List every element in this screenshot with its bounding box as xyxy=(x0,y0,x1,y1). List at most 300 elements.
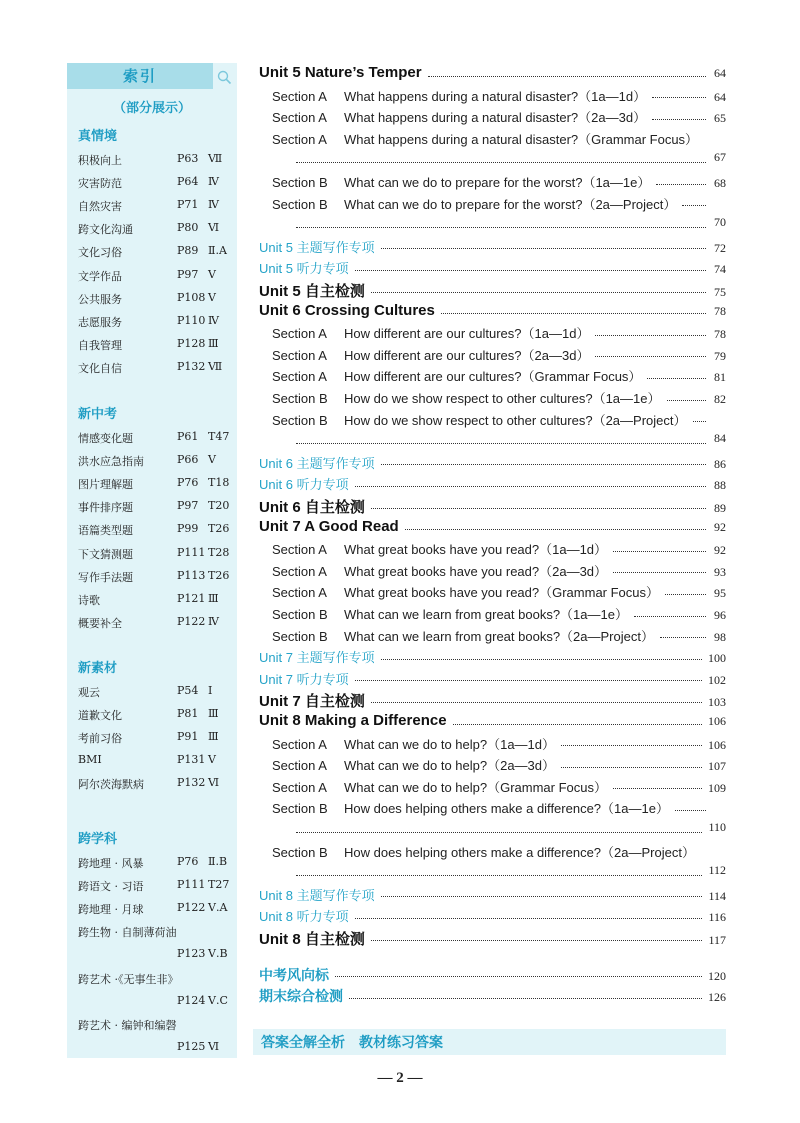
index-item-page: P132 xyxy=(177,359,206,373)
index-item-ref: T47 xyxy=(208,430,230,443)
index-item-name: 情感变化题 xyxy=(78,432,133,445)
index-group-title: 真情境 xyxy=(78,129,118,144)
index-item-page: P131 xyxy=(177,753,206,767)
toc-entry[interactable] xyxy=(272,194,726,214)
index-item-page: P122 xyxy=(177,901,206,915)
toc-entry[interactable] xyxy=(259,302,726,322)
toc-page-number: 100 xyxy=(708,651,726,666)
dot-leader xyxy=(613,551,706,552)
toc-page-number: 98 xyxy=(714,629,726,644)
index-item-ref: Ⅶ xyxy=(208,152,223,165)
dot-leader xyxy=(296,832,702,833)
index-item-name: 跨语文 · 习语 xyxy=(78,880,144,894)
index-item-name: 公共服务 xyxy=(78,292,122,306)
toc-entry[interactable] xyxy=(290,820,726,840)
index-item-ref: T18 xyxy=(208,476,230,490)
index-item-name: 跨地理 · 月球 xyxy=(78,903,144,917)
toc-page-number: 103 xyxy=(708,695,726,710)
index-item-ref: Ⅳ xyxy=(208,614,219,628)
index-item[interactable] xyxy=(78,569,234,585)
toc-page-number: 81 xyxy=(714,370,726,385)
index-item-ref: Ⅱ.A xyxy=(208,244,227,258)
dot-leader xyxy=(453,724,702,725)
toc-entry[interactable] xyxy=(259,518,726,538)
index-item[interactable] xyxy=(78,855,234,871)
toc-section-label: Section B xyxy=(272,628,328,644)
toc-entry-title: How different are our cultures?（2a—3d） xyxy=(344,347,590,363)
index-item-name: 自然灾害 xyxy=(78,200,122,214)
dot-leader xyxy=(371,292,706,293)
toc-entry[interactable] xyxy=(259,986,726,1006)
toc-entry[interactable] xyxy=(272,734,726,754)
toc-entry[interactable] xyxy=(259,258,726,278)
dot-leader xyxy=(595,356,706,357)
index-item-page: P125 xyxy=(177,1039,206,1053)
index-item[interactable] xyxy=(78,291,234,307)
index-item-name: 概要补全 xyxy=(78,616,122,630)
index-item[interactable] xyxy=(78,476,234,492)
index-item-page: P63 xyxy=(177,152,199,165)
toc-entry[interactable] xyxy=(259,280,726,300)
toc-section-label: Section B xyxy=(272,175,328,190)
index-item-page: P99 xyxy=(177,522,199,536)
index-item-name: 灾害防范 xyxy=(78,177,122,191)
index-item-name: 跨生物 · 自制薄荷油 xyxy=(78,926,177,940)
toc-page-number: 89 xyxy=(714,501,726,515)
dot-leader xyxy=(405,529,706,530)
toc-entry[interactable] xyxy=(290,863,726,883)
toc-entry[interactable] xyxy=(272,323,726,343)
toc-entry-title: Unit 7 主题写作专项 xyxy=(259,650,375,666)
toc-entry[interactable] xyxy=(290,431,726,451)
index-item[interactable] xyxy=(78,730,234,746)
toc-entry-title: Unit 8 主题写作专项 xyxy=(259,887,375,903)
toc-entry-title: What can we learn from great books?（1a—1e） xyxy=(344,607,628,622)
index-item-page: P113 xyxy=(177,568,206,582)
index-item[interactable] xyxy=(78,546,234,562)
toc-page-number: 116 xyxy=(708,910,726,925)
index-item-ref: Ⅳ xyxy=(208,175,219,189)
dot-leader xyxy=(296,162,706,163)
toc-page-number: 110 xyxy=(708,820,726,834)
toc-entry-title: Unit 6 自主检测 xyxy=(259,499,365,516)
toc-page-number: 106 xyxy=(708,737,726,752)
toc-entry[interactable] xyxy=(290,150,726,170)
index-group-title: 跨学科 xyxy=(78,832,118,847)
toc-page-number: 88 xyxy=(714,478,726,493)
dot-leader xyxy=(381,659,702,660)
index-item-page: P54 xyxy=(177,684,199,697)
toc-page-number: 78 xyxy=(714,303,726,318)
toc-section-label: Section A xyxy=(272,347,327,363)
index-item-name: 观云 xyxy=(78,686,100,699)
index-item[interactable] xyxy=(78,314,234,330)
index-item-name: 文化自信 xyxy=(78,361,122,375)
index-item[interactable] xyxy=(78,175,234,191)
toc-page-number: 64 xyxy=(714,89,726,104)
index-group-title: 新中考 xyxy=(78,407,118,422)
index-item-page: P111 xyxy=(177,545,206,559)
dot-leader xyxy=(656,184,706,185)
toc-entry[interactable] xyxy=(290,215,726,235)
toc-entry[interactable] xyxy=(272,777,726,797)
toc-section-label: Section B xyxy=(272,607,328,622)
index-item[interactable] xyxy=(78,753,234,769)
index-item-name: 语篇类型题 xyxy=(78,524,133,538)
index-item[interactable] xyxy=(78,430,234,446)
index-item-page: P124 xyxy=(177,993,206,1007)
index-item-page: P97 xyxy=(177,499,199,513)
toc-entry-title: What happens during a natural disaster?（1a—1d） xyxy=(344,88,647,104)
index-item-page: P111 xyxy=(177,878,206,892)
index-group-title: 新素材 xyxy=(78,661,118,676)
index-item[interactable] xyxy=(78,152,234,168)
dot-leader xyxy=(381,248,706,249)
index-item-ref: Ⅴ xyxy=(208,753,216,767)
toc-entry[interactable] xyxy=(259,712,726,732)
index-item[interactable] xyxy=(78,1040,234,1056)
index-item-name: 积极向上 xyxy=(78,154,122,167)
toc-page-number: 72 xyxy=(714,240,726,255)
index-item-ref: Ⅴ.B xyxy=(208,947,228,961)
toc-page-number: 70 xyxy=(714,215,726,230)
toc-entry[interactable] xyxy=(272,129,726,149)
index-item-ref: Ⅵ xyxy=(208,1039,220,1053)
toc-entry-title: How do we show respect to other cultures?（1a—1e） xyxy=(344,391,661,406)
index-item-page: P66 xyxy=(177,453,199,467)
toc-entry-title: Unit 6 听力专项 xyxy=(259,477,349,493)
index-item[interactable] xyxy=(78,221,234,237)
toc-entry[interactable] xyxy=(272,539,726,559)
toc-entry[interactable] xyxy=(259,906,726,926)
toc-page-number: 75 xyxy=(714,285,726,299)
toc-entry-title: Unit 5 主题写作专项 xyxy=(259,239,375,255)
answers-label[interactable]: 答案全解全析 教材练习答案 xyxy=(261,1035,443,1051)
index-item[interactable] xyxy=(78,707,234,723)
toc-section-label: Section A xyxy=(272,585,327,601)
toc-page-number: 95 xyxy=(714,586,726,601)
toc-page-number: 68 xyxy=(714,176,726,190)
toc-section-label: Section B xyxy=(272,844,328,860)
index-item-ref: Ⅴ xyxy=(208,290,216,304)
toc-entry[interactable] xyxy=(259,669,726,689)
toc-page-number: 92 xyxy=(714,543,726,558)
index-item-page: P108 xyxy=(177,290,206,304)
toc-section-label: Section A xyxy=(272,779,327,795)
index-item-name: 诗歌 xyxy=(78,593,100,607)
index-item-page: P132 xyxy=(177,776,206,790)
toc-section-label: Section A xyxy=(272,110,327,126)
index-item-page: P64 xyxy=(177,175,199,189)
dot-leader xyxy=(355,486,706,487)
index-item-name: 文学作品 xyxy=(78,269,122,283)
index-item[interactable] xyxy=(78,198,234,214)
index-item-page: P89 xyxy=(177,244,199,258)
page-number: — 2 — xyxy=(377,1070,423,1086)
index-sidebar xyxy=(67,63,237,1058)
toc-entry-title: What can we learn from great books?（2a—Project） xyxy=(344,628,654,644)
index-item[interactable] xyxy=(78,1017,234,1033)
toc-entry-title: 期末综合检测 xyxy=(259,988,343,1005)
index-item[interactable] xyxy=(78,878,234,894)
dot-leader xyxy=(561,767,702,768)
index-item[interactable] xyxy=(78,453,234,469)
toc-entry[interactable] xyxy=(272,561,726,581)
toc-entry[interactable] xyxy=(272,172,726,192)
toc-entry-title: What great books have you read?（1a—1d） xyxy=(344,542,608,558)
index-item-ref: Ⅳ xyxy=(208,198,219,212)
toc-entry-title: Unit 8 自主检测 xyxy=(259,931,365,948)
index-item-ref: T27 xyxy=(208,878,230,892)
search-icon[interactable] xyxy=(217,70,232,85)
index-item-ref: Ⅵ xyxy=(208,221,220,235)
dot-leader xyxy=(441,313,706,314)
index-item[interactable] xyxy=(78,499,234,515)
toc-entry-title: What happens during a natural disaster?（Grammar Focus） xyxy=(344,131,699,147)
toc-page-number: 106 xyxy=(708,714,726,728)
index-item[interactable] xyxy=(78,684,234,700)
toc-entry-title: How does helping others make a difference?（2a—Project） xyxy=(344,844,695,860)
toc-page-number: 67 xyxy=(714,150,726,165)
index-item-name: 道歉文化 xyxy=(78,709,122,723)
index-item-name: 文化习俗 xyxy=(78,246,122,260)
index-item-name: 下文猜测题 xyxy=(78,547,133,561)
toc-page-number: 79 xyxy=(714,348,726,363)
toc-section-label: Section A xyxy=(272,563,327,579)
index-item-page: P123 xyxy=(177,947,206,961)
toc-entry-title: Unit 8 听力专项 xyxy=(259,909,349,925)
index-item[interactable] xyxy=(78,901,234,917)
index-item-page: P122 xyxy=(177,614,206,628)
dot-leader xyxy=(371,940,703,941)
toc-entry[interactable] xyxy=(272,107,726,127)
index-item-ref: Ⅵ xyxy=(208,776,220,790)
toc-entry[interactable] xyxy=(272,345,726,365)
toc-section-label: Section A xyxy=(272,326,327,342)
toc-page-number: 64 xyxy=(714,66,726,80)
toc-entry[interactable] xyxy=(259,928,726,948)
index-item-page: P121 xyxy=(177,591,206,605)
dot-leader xyxy=(652,97,706,98)
dot-leader xyxy=(595,335,706,336)
toc-entry-title: Unit 5 Nature’s Temper xyxy=(259,64,422,81)
toc-entry-title: What can we do to help?（2a—3d） xyxy=(344,758,556,774)
index-item-page: P76 xyxy=(177,855,199,868)
toc-entry[interactable] xyxy=(259,647,726,667)
dot-leader xyxy=(349,998,702,999)
dot-leader xyxy=(665,594,706,595)
toc-entry-title: How do we show respect to other cultures?（2a—Project） xyxy=(344,412,687,428)
toc-entry[interactable] xyxy=(272,410,726,430)
toc-entry-title: Unit 7 A Good Read xyxy=(259,517,399,535)
toc-entry-title: How does helping others make a difference?（1a—1e） xyxy=(344,801,669,817)
toc-section-label: Section A xyxy=(272,131,327,147)
toc-entry-title: How different are our cultures?（Grammar Focus） xyxy=(344,369,642,385)
dot-leader xyxy=(371,508,706,509)
index-item[interactable] xyxy=(78,360,234,376)
dot-leader xyxy=(675,810,706,811)
index-item[interactable] xyxy=(78,592,234,608)
toc-entry[interactable] xyxy=(259,690,726,710)
toc-entry[interactable] xyxy=(259,474,726,494)
toc-entry[interactable] xyxy=(259,453,726,473)
toc-entry[interactable] xyxy=(259,496,726,516)
index-item-page: P91 xyxy=(177,730,199,744)
toc-entry[interactable] xyxy=(272,755,726,775)
dot-leader xyxy=(355,680,702,681)
dot-leader xyxy=(613,788,702,789)
toc-entry[interactable] xyxy=(272,626,726,646)
index-item-page: P80 xyxy=(177,221,199,235)
index-item[interactable] xyxy=(78,994,234,1010)
index-item-ref: Ⅳ xyxy=(208,313,219,327)
index-item-name: 跨艺术 ·《无事生非》 xyxy=(78,972,179,986)
index-item-page: P97 xyxy=(177,267,199,281)
toc-entry-title: What can we do to help?（Grammar Focus） xyxy=(344,779,607,795)
dot-leader xyxy=(682,205,706,206)
index-item-name: 考前习俗 xyxy=(78,732,122,746)
index-item-page: P128 xyxy=(177,336,206,350)
toc-entry-title: What happens during a natural disaster?（2a—3d） xyxy=(344,110,647,126)
index-item-page: P110 xyxy=(177,313,206,327)
toc-entry-title: Unit 7 自主检测 xyxy=(259,693,365,711)
index-item-ref: Ⅰ xyxy=(208,684,213,697)
toc-section-label: Section B xyxy=(272,801,328,817)
toc-entry-title: Unit 5 自主检测 xyxy=(259,283,365,300)
index-item[interactable] xyxy=(78,971,234,987)
toc-page-number: 92 xyxy=(714,519,726,534)
answers-banner xyxy=(253,1029,726,1055)
dot-leader xyxy=(335,976,702,977)
toc-entry[interactable] xyxy=(272,86,726,106)
index-item-name: 志愿服务 xyxy=(78,315,122,329)
index-item[interactable] xyxy=(78,268,234,284)
index-item-ref: Ⅱ.B xyxy=(208,855,228,868)
toc-entry-title: What great books have you read?（2a—3d） xyxy=(344,563,608,579)
index-item-page: P81 xyxy=(177,707,199,721)
index-item-ref: Ⅴ xyxy=(208,267,216,281)
toc-page-number: 82 xyxy=(714,392,726,406)
index-item-ref: Ⅲ xyxy=(208,707,219,721)
dot-leader xyxy=(667,400,707,401)
dot-leader xyxy=(613,572,706,573)
toc-entry[interactable] xyxy=(272,388,726,408)
toc-section-label: Section A xyxy=(272,369,327,385)
toc-entry[interactable] xyxy=(272,842,726,862)
toc-entry[interactable] xyxy=(272,604,726,624)
toc-entry-title: Unit 6 Crossing Cultures xyxy=(259,301,435,319)
toc-section-label: Section B xyxy=(272,412,328,428)
index-item-name: 自我管理 xyxy=(78,338,122,352)
toc-section-label: Section A xyxy=(272,736,327,752)
toc-page-number: 65 xyxy=(714,111,726,126)
toc-page-number: 93 xyxy=(714,564,726,579)
toc-page-number: 114 xyxy=(708,888,726,903)
toc-entry-title: Unit 6 主题写作专项 xyxy=(259,455,375,471)
dot-leader xyxy=(371,702,702,703)
index-item-ref: T20 xyxy=(208,499,230,513)
index-item-ref: T26 xyxy=(208,568,230,582)
index-item[interactable] xyxy=(78,776,234,792)
toc-entry[interactable] xyxy=(259,965,726,985)
toc-entry[interactable] xyxy=(259,237,726,257)
dot-leader xyxy=(693,421,707,422)
index-item[interactable] xyxy=(78,615,234,631)
index-item-ref: T26 xyxy=(208,522,230,536)
dot-leader xyxy=(355,918,703,919)
toc-page-number: 74 xyxy=(714,262,726,277)
toc-page-number: 109 xyxy=(708,780,726,795)
toc-section-label: Section A xyxy=(272,88,327,104)
index-item-name: 洪水应急指南 xyxy=(78,455,144,469)
index-subtitle: （部分展示） xyxy=(112,101,191,116)
index-item-name: 图片理解题 xyxy=(78,478,133,492)
toc-page-number: 112 xyxy=(708,863,726,878)
index-item-name: 跨艺术 · 编钟和编磬 xyxy=(78,1018,177,1032)
toc-section-label: Section A xyxy=(272,758,327,774)
toc-page-number: 102 xyxy=(708,672,726,687)
index-item-ref: Ⅴ.A xyxy=(208,901,228,915)
dot-leader xyxy=(561,745,702,746)
index-item-ref: Ⅲ xyxy=(208,336,219,350)
toc-page-number: 84 xyxy=(714,431,726,446)
toc-entry[interactable] xyxy=(272,798,726,818)
index-item-page: P76 xyxy=(177,476,199,490)
toc-section-label: Section B xyxy=(272,196,328,212)
index-item-ref: Ⅲ xyxy=(208,591,219,605)
toc-entry[interactable] xyxy=(259,64,726,84)
toc-entry[interactable] xyxy=(259,885,726,905)
index-item-name: BMI xyxy=(78,753,102,767)
index-item-name: 阿尔茨海默病 xyxy=(78,778,144,792)
dot-leader xyxy=(296,227,706,228)
index-item[interactable] xyxy=(78,522,234,538)
toc-entry-title: What great books have you read?（Grammar Focus） xyxy=(344,585,660,601)
index-item-page: P71 xyxy=(177,198,199,212)
index-item-ref: Ⅴ xyxy=(208,453,216,467)
toc-entry-title: 中考风向标 xyxy=(259,966,329,983)
index-item-name: 事件排序题 xyxy=(78,501,133,515)
toc-entry-title: What can we do to prepare for the worst?（2a—Project） xyxy=(344,196,677,212)
index-item-ref: Ⅴ.C xyxy=(208,993,228,1007)
toc-entry-title: Unit 7 听力专项 xyxy=(259,671,349,687)
toc-page-number: 126 xyxy=(708,990,726,1005)
dot-leader xyxy=(647,378,706,379)
toc-entry-title: Unit 8 Making a Difference xyxy=(259,712,447,729)
toc-entry-title: How different are our cultures?（1a—1d） xyxy=(344,326,590,342)
dot-leader xyxy=(296,875,702,876)
index-item-ref: Ⅲ xyxy=(208,730,219,744)
toc-page-number: 96 xyxy=(714,608,726,622)
toc-section-label: Section A xyxy=(272,542,327,558)
index-item[interactable] xyxy=(78,337,234,353)
toc-page-number: 86 xyxy=(714,456,726,471)
dot-leader xyxy=(296,443,706,444)
dot-leader xyxy=(381,896,703,897)
dot-leader xyxy=(634,616,706,617)
index-item[interactable] xyxy=(78,924,234,940)
index-item-ref: Ⅶ xyxy=(208,359,223,373)
toc-entry[interactable] xyxy=(272,582,726,602)
dot-leader xyxy=(428,76,706,77)
toc-page-number: 78 xyxy=(714,327,726,342)
index-item[interactable] xyxy=(78,947,234,963)
index-item-page: P61 xyxy=(177,430,199,443)
index-item[interactable] xyxy=(78,244,234,260)
index-title: 索引 xyxy=(67,63,213,89)
toc-entry-title: Unit 5 听力专项 xyxy=(259,261,349,277)
toc-entry[interactable] xyxy=(272,366,726,386)
